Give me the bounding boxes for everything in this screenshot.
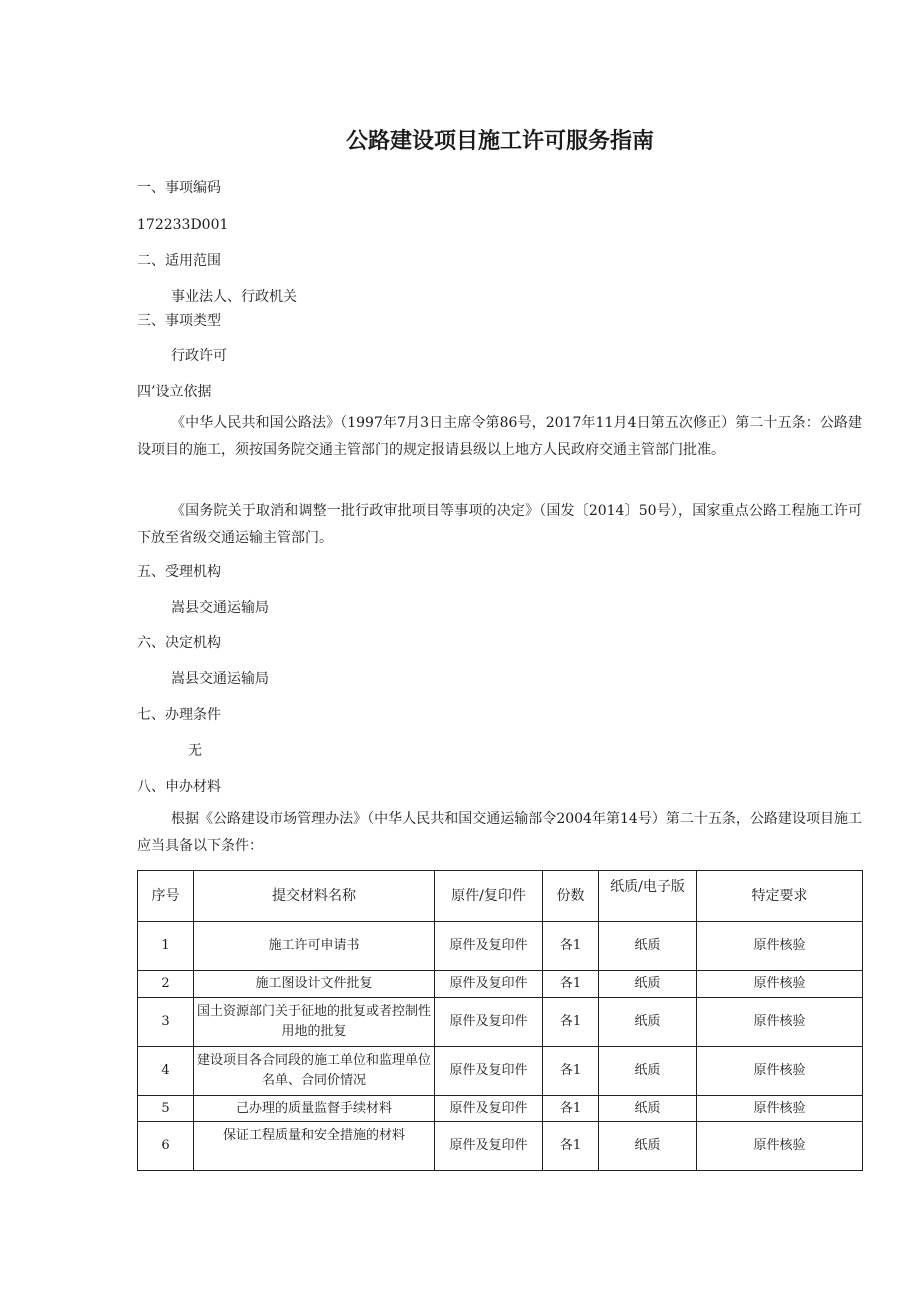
table-cell: 原件核验 [697,971,863,998]
table-cell: 各1 [543,1122,599,1171]
materials-paragraph: 根据《公路建设市场管理办法》（中华人民共和国交通运输部令2004年第14号）第二十五条，公路建设项目施工应当具备以下条件： [137,811,862,854]
section-heading-deciding-agency: 六、决定机构 [137,635,221,651]
basis-paragraph-1: 《中华人民共和国公路法》（1997年7月3日主席令第86号，2017年11月4日第五次修正）第二十五条：公路建设项目的施工，须按国务院交通主管部门的规定报请县级以上地方人民政府交通主管部门批准。 [137,415,862,458]
table-cell: 施工许可申请书 [194,922,435,971]
section-heading-item-code: 一、事项编码 [137,180,221,196]
deciding-agency-value: 嵩县交通运输局 [171,671,269,687]
table-cell: 国土资源部门关于征地的批复或者控制性用地的批复 [194,998,435,1047]
section-heading-accepting-agency: 五、受理机构 [137,564,221,580]
header-cell-format: 纸质/电子版 [599,871,697,922]
table-cell: 纸质 [599,1047,697,1096]
table-cell: 原件核验 [697,1122,863,1171]
scope-value: 事业法人、行政机关 [171,289,297,305]
item-code-value: 172233D001 [137,217,229,233]
table-cell: 原件核验 [697,1047,863,1096]
basis-paragraph-2: 《国务院关于取消和调整一批行政审批项目等事项的决定》（国发〔2014〕50号），国家重点公路工程施工许可下放至省级交通运输主管部门。 [137,503,862,546]
section-heading-scope: 二、适用范围 [137,253,221,269]
table-row [138,922,863,971]
table-cell: 原件及复印件 [435,1096,543,1122]
table-cell: 原件核验 [697,1096,863,1122]
header-cell-original-copy: 原件/复印件 [435,871,543,922]
table-cell: 己办理的质量监督手续材料 [194,1096,435,1122]
table-cell: 原件及复印件 [435,971,543,998]
conditions-value: 无 [188,743,202,759]
table-row [138,971,863,998]
table-cell: 原件核验 [697,998,863,1047]
table-cell: 纸质 [599,1122,697,1171]
table-cell: 原件及复印件 [435,922,543,971]
table-row [138,1122,863,1171]
table-cell: 纸质 [599,971,697,998]
header-cell-requirements: 特定要求 [697,871,863,922]
accepting-agency-value: 嵩县交通运输局 [171,600,269,616]
table-cell: 原件及复印件 [435,1122,543,1171]
header-cell-index: 序号 [138,871,194,922]
table-cell: 6 [138,1122,194,1171]
table-cell: 1 [138,922,194,971]
table-cell: 各1 [543,998,599,1047]
table-row [138,998,863,1047]
table-cell: 纸质 [599,998,697,1047]
table-cell: 各1 [543,922,599,971]
table-cell: 建设项目各合同段的施工单位和监理单位名单、合同价情况 [194,1047,435,1096]
table-cell: 纸质 [599,922,697,971]
table-cell: 4 [138,1047,194,1096]
table-cell: 纸质 [599,1096,697,1122]
table-cell: 原件核验 [697,922,863,971]
table-cell: 2 [138,971,194,998]
table-cell: 各1 [543,1096,599,1122]
section-heading-conditions: 七、办理条件 [137,707,221,723]
table-cell: 3 [138,998,194,1047]
materials-table [137,870,863,1171]
header-cell-count: 份数 [543,871,599,922]
table-cell: 原件及复印件 [435,1047,543,1096]
table-cell: 原件及复印件 [435,998,543,1047]
table-row [138,1096,863,1122]
document-title: 公路建设项目施工许可服务指南 [345,129,654,154]
table-cell: 5 [138,1096,194,1122]
table-row [138,1047,863,1096]
table-cell: 施工图设计文件批复 [194,971,435,998]
section-heading-basis: 四’设立依据 [137,384,212,400]
table-header-row [138,871,863,922]
section-heading-materials: 八、申办材料 [137,779,221,795]
section-heading-type: 三、事项类型 [137,313,221,329]
table-cell: 各1 [543,971,599,998]
table-cell: 各1 [543,1047,599,1096]
type-value: 行政许可 [171,348,227,364]
header-cell-material-name: 提交材料名称 [194,871,435,922]
table-cell: 保证工程质量和安全措施的材料 [194,1122,435,1171]
